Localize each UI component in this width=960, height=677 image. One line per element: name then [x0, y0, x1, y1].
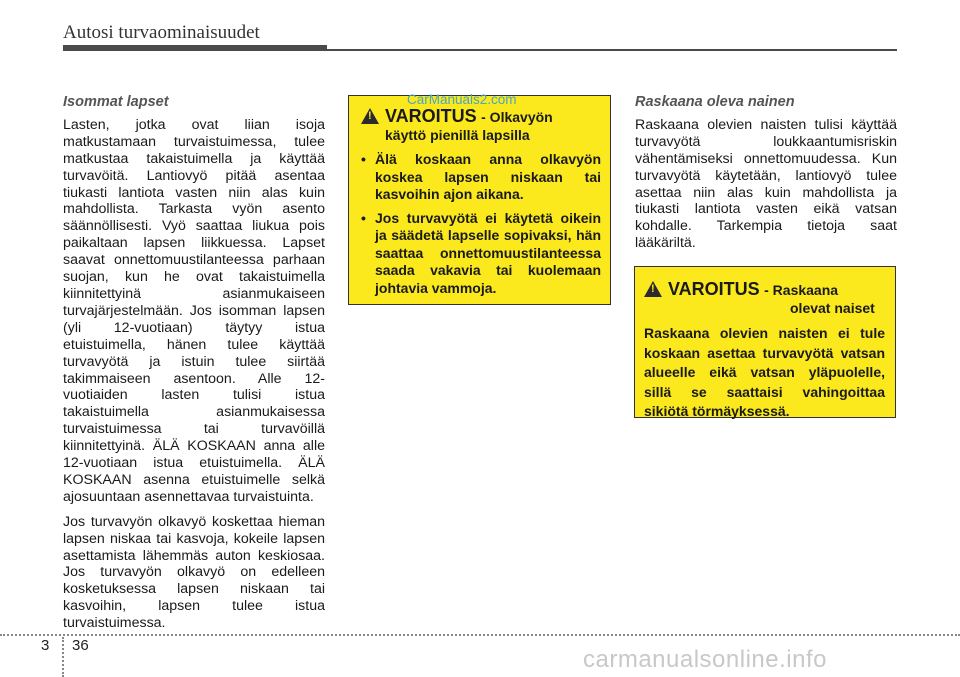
header-rule	[327, 49, 897, 51]
warning-title-line2: olevat naiset	[790, 300, 875, 316]
warning-triangle-icon	[361, 108, 379, 124]
warning-triangle-icon	[644, 281, 662, 297]
paragraph: Jos turvavyön olkavyö koskettaa hieman lapsen niskaa tai kasvoja, kokeile lapsen asettamista lähemmäs auton keskiosaa. Jos turvavyön olkavyö on edelleen kosketuksessa lapsen niskaan tai kasvoihin, lapsen tulee istua turvaistuimessa.	[63, 513, 325, 632]
warning-title: - Raskaana	[764, 282, 839, 298]
warning-list-item	[361, 210, 601, 298]
warning-title: - Olkavyön	[481, 109, 553, 125]
section-heading-older-children: Isommat lapset	[63, 94, 169, 110]
paragraph: Raskaana olevien naisten tulisi käyttää turvavyötä loukkaantumisriskin vähentämiseksi onnettomuudessa. Kun turvavyötä käytetään, lantiovyö tulee asettaa niin alas kuin mahdollista ja tiukasti lantiota vasten eikä vatsan kohdalle. Tarkempia tietoja saat lääkäriltä.	[635, 116, 897, 252]
warning-word: VAROITUS	[385, 106, 477, 126]
warning-box-shoulder-belt	[348, 95, 611, 305]
chapter-number: 3	[41, 637, 50, 654]
warning-list-text: Älä koskaan anna olkavyön koskea lapsen niskaan tai kasvoihin ajon aikana.	[375, 151, 601, 202]
warning-list-item	[361, 151, 601, 204]
warning-heading	[361, 106, 601, 143]
bullet: •	[361, 151, 366, 167]
site-watermark: carmanualsonline.info	[583, 646, 827, 673]
right-column	[635, 94, 897, 260]
warning-heading	[644, 279, 885, 316]
warning-word: VAROITUS	[668, 279, 760, 299]
left-column	[63, 94, 325, 640]
warning-list-text: Jos turvavyötä ei käytetä oikein ja säädetä lapselle sopivaksi, hän saattaa onnettomuustilanteessa saada vakavia tai kuolemaan johtavia vammoja.	[375, 209, 601, 296]
section-heading-pregnant-woman: Raskaana oleva nainen	[635, 94, 795, 110]
paragraph: Lasten, jotka ovat liian isoja matkustamaan turvaistuimessa, tulee matkustaa takaistuimella ja käyttää turvavöitä. Lantiovyö pitää asentaa tiukasti lantiota vasten niin alas kuin mahdollista. Tarkasta vyön asento säännöllisesti. Vyö saattaa liukua pois paikaltaan lapsen liikkuessa. Lapset saavat onnettomuustilanteessa parhaan suojan, kun he ovat takaistuimella kiinnitettyinä asianmukaiseen turvajärjestelmään. Jos isomman lapsen (yli 12-vuotiaan) täytyy istua etuistuimella, hänen tulee käyttää turvavyötä ja istuin tulee siirtää takimmaiseen asentoon. Alle 12-vuotiaiden lasten tulisi istua takaistuimella asianmukaisessa turvaistuimessa tai turvavöillä kiinnitettyinä. ÄLÄ KOSKAAN anna alle 12-vuotiaan istua etuistuimella. ÄLÄ KOSKAAN asenna etuistuimelle selkä ajosuuntaan asennettavaa turvaistuinta.	[63, 116, 325, 505]
warning-title-line2: käyttö pienillä lapsilla	[385, 127, 530, 143]
warning-body: Raskaana olevien naisten ei tule koskaan asettaa turvavyötä vatsan alueelle eikä vatsan yläpuolelle, sillä se saattaisi vahingoittaa sikiötä törmäyksessä.	[644, 325, 885, 419]
warning-box-pregnant	[634, 266, 896, 418]
header-bar-accent	[63, 45, 327, 51]
page-number: 36	[72, 637, 89, 654]
watermark-link[interactable]: CarManuals2.com	[407, 92, 517, 107]
footer-rule	[0, 634, 960, 636]
bullet: •	[361, 209, 366, 226]
footer-divider	[62, 637, 64, 677]
warning-list	[361, 151, 601, 297]
page-header-title: Autosi turvaominaisuudet	[63, 22, 260, 43]
